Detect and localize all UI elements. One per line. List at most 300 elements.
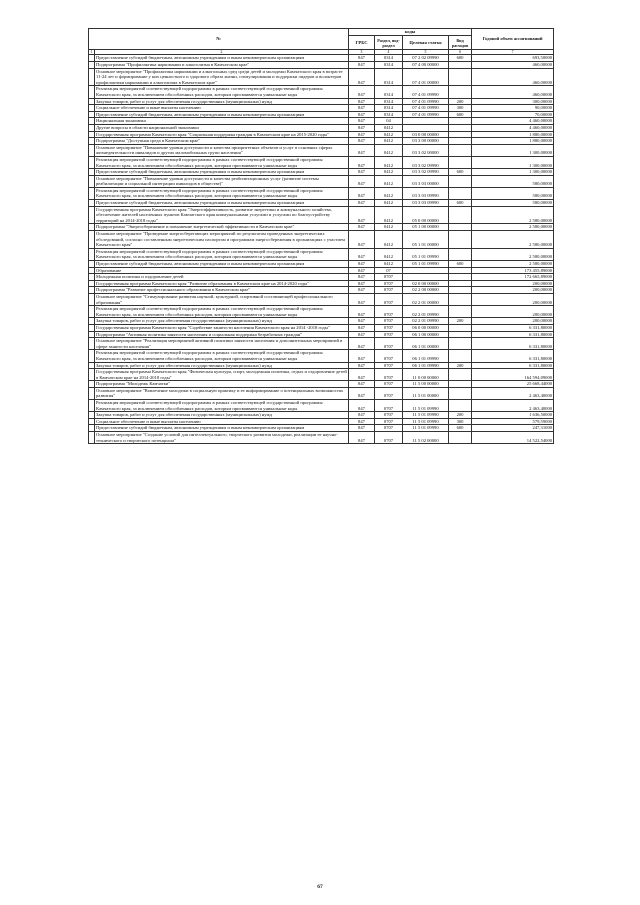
row-target-article: 02 2 01 09990	[403, 318, 449, 325]
row-razdel: 0412	[375, 206, 403, 224]
row-amount: 580,00000	[472, 175, 554, 187]
row-amount: 2 463,40000	[472, 387, 554, 399]
table-body	[89, 55, 554, 444]
row-expense-type	[449, 206, 472, 224]
table-row	[89, 338, 554, 350]
row-razdel: 0412	[375, 200, 403, 207]
row-grbs: 847	[349, 98, 375, 105]
row-razdel: 0707	[375, 400, 403, 412]
row-target-article	[403, 274, 449, 281]
row-name: Другие вопросы в области национальной экономики	[95, 124, 349, 131]
row-razdel: 0707	[375, 324, 403, 331]
table-row	[89, 418, 554, 425]
index-cell: 2	[95, 50, 349, 55]
row-razdel: 0707	[375, 338, 403, 350]
row-target-article: 11 5 01 09990	[403, 412, 449, 419]
row-expense-type	[449, 267, 472, 274]
row-razdel: 0314	[375, 98, 403, 105]
row-amount: 2 580,00000	[472, 248, 554, 260]
index-cell: 6	[449, 50, 472, 55]
row-grbs: 847	[349, 381, 375, 388]
row-name: Государственная программа Камчатского края "Содействие занятости населения Камчатского края на 2014 -2018 годы"	[95, 324, 349, 331]
row-amount: 1 300,00000	[472, 144, 554, 156]
row-razdel: 0314	[375, 62, 403, 69]
row-name: Основное мероприятие "Стимулирование развития научной, культурной, спортивной составляющей профессионального образования"	[95, 293, 349, 305]
row-grbs: 847	[349, 118, 375, 125]
row-target-article: 07 4 01 09990	[403, 111, 449, 118]
table-row	[89, 200, 554, 207]
row-expense-type: 600	[449, 425, 472, 432]
row-name: Закупка товаров, работ и услуг для обеспечения государственных (муниципальных) нужд	[95, 318, 349, 325]
row-grbs: 847	[349, 274, 375, 281]
row-name: Государственная программа Камчатского края "Развитие образования в Камчатском крае на 2014-2020 годы"	[95, 280, 349, 287]
row-amount: 200,00000	[472, 280, 554, 287]
row-name: Реализация мероприятий соответствующей подпрограммы в рамках соответствующей государственной программы Камчатского края, за исключением обособленных расходов, которым присваиваются уникальные коды	[95, 306, 349, 318]
header-vr: Вид расходов	[449, 36, 472, 50]
row-target-article: 11 5 00 00000	[403, 381, 449, 388]
row-razdel: 0707	[375, 387, 403, 399]
row-amount: 6 331,80000	[472, 350, 554, 362]
row-target-article: 07 4 00 00000	[403, 62, 449, 69]
row-target-article: 11 5 01 09990	[403, 425, 449, 432]
row-razdel: 0412	[375, 224, 403, 231]
table-row	[89, 118, 554, 125]
row-expense-type	[449, 369, 472, 381]
row-amount: 6 331,80000	[472, 362, 554, 369]
row-expense-type	[449, 156, 472, 168]
row-grbs: 847	[349, 324, 375, 331]
index-cell: 3	[349, 50, 375, 55]
row-expense-type	[449, 131, 472, 138]
index-cell: 5	[403, 50, 449, 55]
table-row	[89, 274, 554, 281]
row-amount: 2 580,00000	[472, 231, 554, 249]
table-row	[89, 131, 554, 138]
row-name: Государственная программа Камчатского края "Энергоэффективность, развитие энергетики и коммунального хозяйства, обеспечение жителей населенных пунктов Камчатского края коммунальными услугами и услугами по благоустройству территорий на 2014-2018 годы"	[95, 206, 349, 224]
row-razdel: 0707	[375, 350, 403, 362]
row-target-article: 02 2 01 09990	[403, 306, 449, 318]
row-grbs: 847	[349, 224, 375, 231]
row-razdel: 0412	[375, 138, 403, 145]
budget-table	[88, 28, 554, 444]
row-target-article: 06 0 00 00000	[403, 324, 449, 331]
row-grbs: 847	[349, 425, 375, 432]
row-target-article: 06 1 01 09990	[403, 362, 449, 369]
row-amount: 6 331,80000	[472, 338, 554, 350]
row-amount: 579,59000	[472, 418, 554, 425]
row-expense-type	[449, 124, 472, 131]
row-target-article: 03 3 00 00000	[403, 138, 449, 145]
table-row	[89, 248, 554, 260]
row-grbs: 847	[349, 68, 375, 86]
row-grbs: 847	[349, 331, 375, 338]
row-razdel: 0412	[375, 187, 403, 199]
row-razdel: 0707	[375, 381, 403, 388]
page-number: 67	[317, 884, 323, 890]
row-razdel: 0707	[375, 432, 403, 444]
row-expense-type	[449, 381, 472, 388]
row-target-article: 11 5 01 09990	[403, 418, 449, 425]
table-row	[89, 267, 554, 274]
row-target-article: 07 2 02 09990	[403, 55, 449, 62]
row-amount: 200,00000	[472, 287, 554, 294]
row-name: Предоставление субсидий бюджетным, автономным учреждениям и иным некоммерческим организациям	[95, 111, 349, 118]
table-row	[89, 331, 554, 338]
row-amount: 200,00000	[472, 306, 554, 318]
row-target-article: 02 0 00 00000	[403, 280, 449, 287]
row-grbs: 847	[349, 200, 375, 207]
row-name: Образование	[95, 267, 349, 274]
row-target-article: 07 4 01 09990	[403, 98, 449, 105]
row-expense-type: 300	[449, 105, 472, 112]
row-target-article	[403, 118, 449, 125]
row-expense-type	[449, 144, 472, 156]
table-row	[89, 62, 554, 69]
row-target-article: 05 1 01 09990	[403, 248, 449, 260]
table-row	[89, 156, 554, 168]
table-row	[89, 287, 554, 294]
row-grbs: 847	[349, 206, 375, 224]
row-expense-type: 200	[449, 318, 472, 325]
table-row	[89, 124, 554, 131]
table-row	[89, 369, 554, 381]
row-grbs: 847	[349, 338, 375, 350]
header-csr: Целевая статья	[403, 36, 449, 50]
row-name: Основное мероприятие "Повышение уровня доступности и качества реабилитационных услуг (развитие системы реабилитации и социальной интеграции инвалидов в обществе)"	[95, 175, 349, 187]
row-name: Подпрограмма "Доступная среда в Камчатском крае"	[95, 138, 349, 145]
row-amount: 693,50000	[472, 55, 554, 62]
row-grbs: 847	[349, 369, 375, 381]
table-row	[89, 306, 554, 318]
row-amount: 200,00000	[472, 318, 554, 325]
row-amount: 1 880,00000	[472, 131, 554, 138]
row-expense-type: 600	[449, 55, 472, 62]
row-target-article: 03 3 02 09990	[403, 169, 449, 176]
row-razdel: 0314	[375, 68, 403, 86]
row-grbs: 847	[349, 55, 375, 62]
row-name: Подпрограмма "Энергосбережение и повышение энергетической эффективности в Камчатском крае"	[95, 224, 349, 231]
row-grbs: 847	[349, 175, 375, 187]
table-row	[89, 280, 554, 287]
row-amount: 300,00000	[472, 98, 554, 105]
header-sum: Годовой объем ассигнований	[472, 29, 554, 50]
row-expense-type	[449, 68, 472, 86]
row-amount: 25 668,44000	[472, 381, 554, 388]
row-name: Реализация мероприятий соответствующей подпрограммы в рамках соответствующей государственной программы Камчатского края, за исключением обособленных расходов, которым присваиваются уникальные коды	[95, 350, 349, 362]
row-grbs: 847	[349, 280, 375, 287]
table-row	[89, 144, 554, 156]
row-expense-type: 600	[449, 200, 472, 207]
row-grbs: 847	[349, 306, 375, 318]
row-expense-type: 600	[449, 261, 472, 268]
row-target-article: 05 1 01 00000	[403, 231, 449, 249]
row-grbs: 847	[349, 318, 375, 325]
row-grbs: 847	[349, 131, 375, 138]
row-expense-type	[449, 248, 472, 260]
row-expense-type	[449, 274, 472, 281]
row-name: Национальная экономика	[95, 118, 349, 125]
row-name: Реализация мероприятий соответствующей подпрограммы в рамках соответствующей государственной программы Камчатского края, за исключением обособленных расходов, которым присваиваются уникальные коды	[95, 400, 349, 412]
row-razdel: 0707	[375, 293, 403, 305]
index-cell: 4	[375, 50, 403, 55]
header-grbs: ГРБС	[349, 36, 375, 50]
row-grbs: 847	[349, 287, 375, 294]
row-grbs: 847	[349, 169, 375, 176]
row-target-article: 07 4 01 09990	[403, 86, 449, 98]
row-expense-type	[449, 231, 472, 249]
row-name: Реализация мероприятий соответствующей подпрограммы в рамках соответствующей государственной программы Камчатского края, за исключением обособленных расходов, которым присваиваются уникальные коды	[95, 187, 349, 199]
index-cell: 7	[472, 50, 554, 55]
row-target-article: 06 1 00 00000	[403, 331, 449, 338]
row-target-article: 06 1 01 09990	[403, 350, 449, 362]
row-target-article: 06 1 01 00000	[403, 338, 449, 350]
row-name: Подпрограмма "Профилактика наркомании и алкоголизма в Камчатском крае"	[95, 62, 349, 69]
row-grbs: 847	[349, 187, 375, 199]
index-cell: 1	[89, 50, 95, 55]
row-grbs: 847	[349, 267, 375, 274]
table-row	[89, 231, 554, 249]
row-grbs: 847	[349, 105, 375, 112]
row-razdel: 0707	[375, 274, 403, 281]
row-name: Основное мероприятие "Создание условий для интеллектуального, творческого развития молодежи, реализации ее научно-технического и творческого потенциала"	[95, 432, 349, 444]
row-grbs: 847	[349, 62, 375, 69]
row-amount: 173 455,89000	[472, 267, 554, 274]
row-amount: 1 880,00000	[472, 138, 554, 145]
table-row	[89, 187, 554, 199]
table-row	[89, 224, 554, 231]
row-name: Подпрограмма "Развитие профессионального образования в Камчатском крае"	[95, 287, 349, 294]
row-expense-type	[449, 387, 472, 399]
table-row	[89, 400, 554, 412]
row-razdel: 07	[375, 267, 403, 274]
row-name: Основное мероприятие "Проведение энергосберегающих мероприятий по результатам проведенных энергетических обследований, согласно составленным энергетическим паспортам и программам энергосбережения в организациях с участием Камчатского края"	[95, 231, 349, 249]
table-row	[89, 412, 554, 419]
row-amount: 70,00000	[472, 111, 554, 118]
row-expense-type: 600	[449, 111, 472, 118]
row-grbs: 847	[349, 261, 375, 268]
row-razdel: 0707	[375, 412, 403, 419]
row-target-article	[403, 267, 449, 274]
row-expense-type	[449, 224, 472, 231]
row-name: Подпрограмма "Молодежь Камчатки"	[95, 381, 349, 388]
row-target-article: 05 0 00 00000	[403, 206, 449, 224]
row-expense-type	[449, 432, 472, 444]
table-row	[89, 425, 554, 432]
header-number: №	[89, 29, 349, 50]
row-target-article: 11 5 01 09990	[403, 400, 449, 412]
row-amount: 460,00000	[472, 62, 554, 69]
row-target-article: 02 2 01 00000	[403, 293, 449, 305]
table-header	[89, 29, 554, 55]
row-expense-type	[449, 138, 472, 145]
table-row	[89, 105, 554, 112]
row-amount: 1 300,00000	[472, 156, 554, 168]
table-row	[89, 206, 554, 224]
table-row	[89, 350, 554, 362]
row-grbs: 847	[349, 362, 375, 369]
row-razdel: 0707	[375, 425, 403, 432]
row-grbs: 847	[349, 144, 375, 156]
table-row	[89, 362, 554, 369]
row-name: Государственная программа Камчатского края "Социальная поддержка граждан в Камчатском крае на 2015-2020 годы"	[95, 131, 349, 138]
document-page	[88, 28, 553, 444]
row-grbs: 847	[349, 432, 375, 444]
row-amount: 2 580,00000	[472, 206, 554, 224]
row-name: Государственная программа Камчатского края "Физическая культура, спорт, молодежная политика, отдых и оздоровление детей в Камчатском крае на 2014-2018 годы"	[96, 369, 347, 380]
row-grbs: 847	[349, 418, 375, 425]
row-name: Молодежная политика и оздоровление детей	[95, 274, 349, 281]
row-razdel: 0707	[375, 369, 403, 381]
row-grbs: 847	[349, 400, 375, 412]
row-target-article: 03 3 03 09990	[403, 200, 449, 207]
row-amount: 580,00000	[472, 187, 554, 199]
row-amount: 90,00000	[472, 105, 554, 112]
row-expense-type	[449, 306, 472, 318]
table-row	[89, 68, 554, 86]
row-grbs: 847	[349, 138, 375, 145]
row-name: Предоставление субсидий бюджетным, автономным учреждениям и иным некоммерческим организациям	[95, 425, 349, 432]
row-name: Закупка товаров, работ и услуг для обеспечения государственных (муниципальных) нужд	[95, 98, 349, 105]
row-target-article: 07 4 01 09990	[403, 105, 449, 112]
table-row	[89, 86, 554, 98]
row-expense-type	[449, 86, 472, 98]
row-name: Предоставление субсидий бюджетным, автономным учреждениям и иным некоммерческим организациям	[95, 55, 349, 62]
row-amount: 200,00000	[472, 293, 554, 305]
row-name: Предоставление субсидий бюджетным, автономным учреждениям и иным некоммерческим организациям	[95, 261, 349, 268]
row-razdel: 0412	[375, 156, 403, 168]
row-expense-type: 300	[449, 418, 472, 425]
row-target-article: 11 0 00 00000	[403, 369, 449, 381]
row-razdel: 0707	[375, 280, 403, 287]
row-razdel: 0314	[375, 55, 403, 62]
row-target-article: 03 3 03 00000	[403, 175, 449, 187]
row-razdel: 0314	[375, 86, 403, 98]
table-row	[89, 432, 554, 444]
table-row	[89, 111, 554, 118]
row-razdel: 0707	[375, 331, 403, 338]
table-row	[89, 318, 554, 325]
row-name: Реализация мероприятий соответствующей подпрограммы в рамках соответствующей государственной программы Камчатского края, за исключением обособленных расходов, которым присваиваются уникальные коды	[95, 248, 349, 260]
row-razdel: 0412	[375, 248, 403, 260]
row-grbs: 847	[349, 293, 375, 305]
row-amount: 4 460,00000	[472, 124, 554, 131]
row-razdel: 0412	[375, 175, 403, 187]
row-expense-type	[449, 338, 472, 350]
row-grbs: 847	[349, 387, 375, 399]
row-target-article: 07 4 01 00000	[403, 68, 449, 86]
table-row	[89, 387, 554, 399]
row-target-article: 03 0 00 00000	[403, 131, 449, 138]
row-name: Основное мероприятие "Повышение уровня доступности и качества приоритетных объектов и услуг в основных сферах жизнедеятельности инвалидов и других маломобильных групп населения"	[95, 144, 349, 156]
row-amount: 2 580,00000	[472, 224, 554, 231]
row-target-article	[403, 124, 449, 131]
row-grbs: 847	[349, 231, 375, 249]
row-razdel: 0707	[375, 362, 403, 369]
row-expense-type	[449, 293, 472, 305]
row-expense-type: 600	[449, 169, 472, 176]
row-grbs: 847	[349, 86, 375, 98]
row-grbs: 847	[349, 350, 375, 362]
row-target-article: 05 1 01 09990	[403, 261, 449, 268]
row-razdel: 0412	[375, 169, 403, 176]
row-amount: 247,31000	[472, 425, 554, 432]
row-expense-type: 200	[449, 362, 472, 369]
row-expense-type: 200	[449, 98, 472, 105]
row-razdel: 0412	[375, 131, 403, 138]
row-amount: 1 300,00000	[472, 169, 554, 176]
row-name: Закупка товаров, работ и услуг для обеспечения государственных (муниципальных) нужд	[95, 412, 349, 419]
table-row	[89, 138, 554, 145]
row-expense-type	[449, 331, 472, 338]
row-razdel: 0412	[375, 144, 403, 156]
row-amount: 6 331,80000	[472, 331, 554, 338]
row-grbs: 847	[349, 156, 375, 168]
row-name: Основное мероприятие "Реализация мероприятий активной политики занятости населения и дополнительных мероприятий в сфере занятости населения"	[95, 338, 349, 350]
row-name: Закупка товаров, работ и услуг для обеспечения государственных (муниципальных) нужд	[95, 362, 349, 369]
row-name: Подпрограмма "Активная политика занятости населения и социальная поддержка безработных граждан"	[95, 331, 349, 338]
table-row	[89, 98, 554, 105]
row-amount: 4 460,00000	[472, 118, 554, 125]
row-amount: 460,00000	[472, 86, 554, 98]
row-name: Основное мероприятие "Профилактика наркомании и алкогольных сред среди детей и молодежи Камчатского края в возрасте 11-24 лет и формирование у них ценностного и здорового образа жизни, стимулирования и поддержки лидеров и волонтеров профилактики наркомании и алкоголизма в Камчатском крае"	[95, 68, 349, 86]
row-name: Реализация мероприятий соответствующей подпрограммы в рамках соответствующей государственной программы Камчатского края, за исключением обособленных расходов, которым присваиваются уникальные коды	[95, 86, 349, 98]
row-razdel: 0314	[375, 105, 403, 112]
row-target-article: 03 3 02 09990	[403, 156, 449, 168]
row-target-article: 02 2 00 00000	[403, 287, 449, 294]
row-expense-type	[449, 400, 472, 412]
row-name: Социальное обеспечение и иные выплаты населению	[95, 105, 349, 112]
row-amount: 580,00000	[472, 200, 554, 207]
table-row	[89, 293, 554, 305]
row-razdel: 0707	[375, 306, 403, 318]
row-target-article: 03 3 03 09990	[403, 187, 449, 199]
row-target-article: 11 5 02 00000	[403, 432, 449, 444]
header-razdel: Раздел, под-раздел	[375, 36, 403, 50]
table-row	[89, 381, 554, 388]
row-razdel: 04	[375, 118, 403, 125]
row-razdel: 0412	[375, 124, 403, 131]
row-expense-type	[449, 118, 472, 125]
row-name: Предоставление субсидий бюджетным, автономным учреждениям и иным некоммерческим организациям	[95, 169, 349, 176]
row-amount: 460,00000	[472, 68, 554, 86]
row-razdel: 0412	[375, 261, 403, 268]
row-grbs: 847	[349, 124, 375, 131]
row-target-article: 11 5 01 00000	[403, 387, 449, 399]
row-razdel: 0707	[375, 418, 403, 425]
row-grbs: 847	[349, 412, 375, 419]
row-amount: 14 522,54000	[472, 432, 554, 444]
table-row	[89, 324, 554, 331]
row-expense-type	[449, 187, 472, 199]
row-amount: 2 463,40000	[472, 400, 554, 412]
row-razdel: 0707	[375, 318, 403, 325]
row-amount: 6 331,80000	[472, 324, 554, 331]
row-expense-type	[449, 350, 472, 362]
row-expense-type: 200	[449, 412, 472, 419]
row-razdel: 0412	[375, 231, 403, 249]
table-row	[89, 169, 554, 176]
row-razdel: 0314	[375, 111, 403, 118]
row-name: Реализация мероприятий соответствующей подпрограммы в рамках соответствующей государственной программы Камчатского края, за исключением обособленных расходов, которым присваиваются уникальные коды	[95, 156, 349, 168]
row-grbs: 847	[349, 111, 375, 118]
row-expense-type	[449, 287, 472, 294]
row-expense-type	[449, 62, 472, 69]
row-razdel: 0707	[375, 287, 403, 294]
row-name: Предоставление субсидий бюджетным, автономным учреждениям и иным некоммерческим организациям	[95, 200, 349, 207]
table-row	[89, 175, 554, 187]
header-codes: коды	[349, 29, 472, 36]
row-amount: 2 580,00000	[472, 261, 554, 268]
